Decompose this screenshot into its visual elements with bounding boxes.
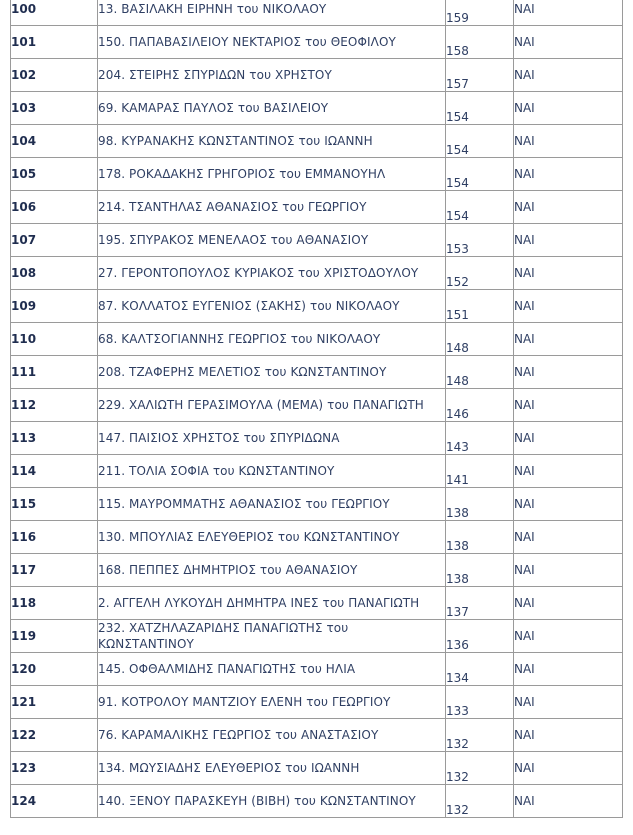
votes-cell [446, 323, 514, 356]
elected-cell [514, 455, 623, 488]
table-row [11, 323, 623, 356]
candidate-name-cell [98, 620, 446, 653]
elected-cell [514, 191, 623, 224]
candidate-name-cell-text: 168. ΠΕΠΠΕΣ ΔΗΜΗΤΡΙΟΣ του ΑΘΑΝΑΣΙΟΥ [98, 563, 358, 577]
rank-cell-text: 107 [11, 233, 37, 247]
table-row [11, 290, 623, 323]
table-row [11, 620, 623, 653]
votes-cell-text: 141 [446, 473, 469, 487]
elected-cell [514, 0, 623, 26]
elected-cell-text: ΝΑΙ [514, 332, 535, 346]
elected-cell [514, 26, 623, 59]
table-row [11, 257, 623, 290]
results-table-body [11, 0, 623, 818]
rank-cell [11, 224, 98, 257]
rank-cell-text: 106 [11, 200, 37, 214]
rank-cell-text: 115 [11, 497, 37, 511]
candidate-name-cell-text: 211. ΤΟΛΙΑ ΣΟΦΙΑ του ΚΩΝΣΤΑΝΤΙΝΟΥ [98, 464, 335, 478]
table-row [11, 521, 623, 554]
rank-cell [11, 0, 98, 26]
rank-cell-text: 111 [11, 365, 37, 379]
elected-cell [514, 356, 623, 389]
elected-cell-text: ΝΑΙ [514, 596, 535, 610]
elected-cell-text: ΝΑΙ [514, 68, 535, 82]
votes-cell-text: 153 [446, 242, 469, 256]
rank-cell [11, 290, 98, 323]
candidate-name-cell-text: 2. ΑΓΓΕΛΗ ΛΥΚΟΥΔΗ ΔΗΜΗΤΡΑ ΙΝΕΣ του ΠΑΝΑΓΙΩΤΗ [98, 596, 420, 610]
candidate-name-cell [98, 191, 446, 224]
results-table [10, 0, 623, 818]
rank-cell-text: 108 [11, 266, 37, 280]
elected-cell [514, 59, 623, 92]
elected-cell [514, 587, 623, 620]
table-row [11, 653, 623, 686]
elected-cell-text: ΝΑΙ [514, 728, 535, 742]
elected-cell-text: ΝΑΙ [514, 101, 535, 115]
candidate-name-cell-text: 214. ΤΣΑΝΤΗΛΑΣ ΑΘΑΝΑΣΙΟΣ του ΓΕΩΡΓΙΟΥ [98, 200, 367, 214]
votes-cell [446, 422, 514, 455]
elected-cell-text: ΝΑΙ [514, 200, 535, 214]
elected-cell [514, 125, 623, 158]
elected-cell [514, 422, 623, 455]
elected-cell-text: ΝΑΙ [514, 695, 535, 709]
votes-cell-text: 154 [446, 209, 469, 223]
rank-cell-text: 110 [11, 332, 37, 346]
votes-cell-text: 154 [446, 176, 469, 190]
elected-cell [514, 158, 623, 191]
candidate-name-cell [98, 125, 446, 158]
candidate-name-cell-text: 98. ΚΥΡΑΝΑΚΗΣ ΚΩΝΣΤΑΝΤΙΝΟΣ του ΙΩΑΝΝΗ [98, 134, 373, 148]
rank-cell-text: 105 [11, 167, 37, 181]
votes-cell [446, 356, 514, 389]
votes-cell-text: 146 [446, 407, 469, 421]
candidate-name-cell-text: 204. ΣΤΕΙΡΗΣ ΣΠΥΡΙΔΩΝ του ΧΡΗΣΤΟΥ [98, 68, 332, 82]
elected-cell [514, 620, 623, 653]
candidate-name-cell [98, 686, 446, 719]
candidate-name-cell [98, 257, 446, 290]
candidate-name-cell [98, 653, 446, 686]
rank-cell-text: 114 [11, 464, 37, 478]
rank-cell [11, 752, 98, 785]
votes-cell [446, 26, 514, 59]
elected-cell-text: ΝΑΙ [514, 431, 535, 445]
table-row [11, 26, 623, 59]
rank-cell [11, 389, 98, 422]
elected-cell-text: ΝΑΙ [514, 497, 535, 511]
rank-cell-text: 121 [11, 695, 37, 709]
elected-cell [514, 686, 623, 719]
candidate-name-cell [98, 224, 446, 257]
votes-cell-text: 148 [446, 374, 469, 388]
table-row [11, 422, 623, 455]
candidate-name-cell [98, 92, 446, 125]
candidate-name-cell-text: 147. ΠΑΙΣΙΟΣ ΧΡΗΣΤΟΣ του ΣΠΥΡΙΔΩΝΑ [98, 431, 340, 445]
rank-cell [11, 488, 98, 521]
candidate-name-cell-text: 229. ΧΑΛΙΩΤΗ ΓΕΡΑΣΙΜΟΥΛΑ (ΜΕΜΑ) του ΠΑΝΑΓΙΩΤΗ [98, 398, 424, 412]
table-row [11, 719, 623, 752]
candidate-name-cell-text: 27. ΓΕΡΟΝΤΟΠΟΥΛΟΣ ΚΥΡΙΑΚΟΣ του ΧΡΙΣΤΟΔΟΥΛΟΥ [98, 266, 419, 280]
candidate-name-cell-text: 140. ΞΕΝΟΥ ΠΑΡΑΣΚΕΥΗ (ΒΙΒΗ) του ΚΩΝΣΤΑΝΤΙΝΟΥ [98, 794, 416, 808]
candidate-name-cell [98, 785, 446, 818]
rank-cell [11, 620, 98, 653]
rank-cell [11, 653, 98, 686]
rank-cell [11, 59, 98, 92]
table-row [11, 686, 623, 719]
elected-cell-text: ΝΑΙ [514, 761, 535, 775]
rank-cell-text: 120 [11, 662, 37, 676]
candidate-name-cell-text: 232. ΧΑΤΖΗΛΑΖΑΡΙΔΗΣ ΠΑΝΑΓΙΩΤΗΣ του ΚΩΝΣΤΑΝΤΙΝΟΥ [98, 621, 349, 651]
votes-cell-text: 138 [446, 539, 469, 553]
candidate-name-cell [98, 554, 446, 587]
elected-cell [514, 488, 623, 521]
votes-cell-text: 132 [446, 770, 469, 784]
rank-cell [11, 257, 98, 290]
elected-cell-text: ΝΑΙ [514, 35, 535, 49]
elected-cell-text: ΝΑΙ [514, 167, 535, 181]
rank-cell-text: 118 [11, 596, 37, 610]
votes-cell [446, 290, 514, 323]
rank-cell-text: 100 [11, 2, 37, 16]
candidate-name-cell-text: 145. ΟΦΘΑΛΜΙΔΗΣ ΠΑΝΑΓΙΩΤΗΣ του ΗΛΙΑ [98, 662, 356, 676]
table-row [11, 158, 623, 191]
rank-cell [11, 686, 98, 719]
table-row [11, 455, 623, 488]
elected-cell-text: ΝΑΙ [514, 563, 535, 577]
table-row [11, 0, 623, 26]
elected-cell [514, 719, 623, 752]
candidate-name-cell [98, 521, 446, 554]
votes-cell [446, 191, 514, 224]
candidate-name-cell-text: 178. ΡΟΚΑΔΑΚΗΣ ΓΡΗΓΟΡΙΟΣ του ΕΜΜΑΝΟΥΗΛ [98, 167, 386, 181]
votes-cell [446, 224, 514, 257]
votes-cell [446, 0, 514, 26]
votes-cell [446, 620, 514, 653]
candidate-name-cell [98, 290, 446, 323]
votes-cell [446, 92, 514, 125]
votes-cell [446, 488, 514, 521]
candidate-name-cell-text: 87. ΚΟΛΛΑΤΟΣ ΕΥΓΕΝΙΟΣ (ΣΑΚΗΣ) του ΝΙΚΟΛΑΟΥ [98, 299, 400, 313]
votes-cell-text: 132 [446, 737, 469, 751]
rank-cell-text: 122 [11, 728, 37, 742]
votes-cell [446, 752, 514, 785]
elected-cell [514, 653, 623, 686]
rank-cell-text: 116 [11, 530, 37, 544]
elected-cell [514, 785, 623, 818]
elected-cell-text: ΝΑΙ [514, 794, 535, 808]
candidate-name-cell [98, 587, 446, 620]
votes-cell-text: 154 [446, 110, 469, 124]
votes-cell [446, 59, 514, 92]
table-row [11, 191, 623, 224]
rank-cell-text: 117 [11, 563, 37, 577]
elected-cell [514, 323, 623, 356]
table-row [11, 785, 623, 818]
votes-cell [446, 554, 514, 587]
rank-cell [11, 26, 98, 59]
votes-cell [446, 785, 514, 818]
candidate-name-cell-text: 208. ΤΖΑΦΕΡΗΣ ΜΕΛΕΤΙΟΣ του ΚΩΝΣΤΑΝΤΙΝΟΥ [98, 365, 387, 379]
table-row [11, 224, 623, 257]
table-row [11, 59, 623, 92]
candidate-name-cell-text: 91. ΚΟΤΡΟΛΟΥ ΜΑΝΤΖΙΟΥ ΕΛΕΝΗ του ΓΕΩΡΓΙΟΥ [98, 695, 391, 709]
candidate-name-cell-text: 134. ΜΩΥΣΙΑΔΗΣ ΕΛΕΥΘΕΡΙΟΣ του ΙΩΑΝΝΗ [98, 761, 360, 775]
votes-cell-text: 157 [446, 77, 469, 91]
table-row [11, 125, 623, 158]
votes-cell-text: 137 [446, 605, 469, 619]
votes-cell [446, 521, 514, 554]
candidate-name-cell [98, 59, 446, 92]
rank-cell [11, 323, 98, 356]
votes-cell-text: 138 [446, 572, 469, 586]
rank-cell [11, 554, 98, 587]
table-row [11, 752, 623, 785]
rank-cell-text: 123 [11, 761, 37, 775]
rank-cell-text: 119 [11, 629, 37, 643]
votes-cell-text: 132 [446, 803, 469, 817]
candidate-name-cell-text: 115. ΜΑΥΡΟΜΜΑΤΗΣ ΑΘΑΝΑΣΙΟΣ του ΓΕΩΡΓΙΟΥ [98, 497, 390, 511]
rank-cell [11, 422, 98, 455]
table-row [11, 92, 623, 125]
candidate-name-cell-text: 13. ΒΑΣΙΛΑΚΗ ΕΙΡΗΝΗ του ΝΙΚΟΛΑΟΥ [98, 2, 327, 16]
votes-cell-text: 159 [446, 11, 469, 25]
votes-cell [446, 158, 514, 191]
table-row [11, 554, 623, 587]
candidate-name-cell [98, 719, 446, 752]
candidate-name-cell [98, 356, 446, 389]
candidate-name-cell [98, 422, 446, 455]
votes-cell-text: 143 [446, 440, 469, 454]
votes-cell [446, 587, 514, 620]
elected-cell [514, 257, 623, 290]
votes-cell-text: 134 [446, 671, 469, 685]
elected-cell [514, 92, 623, 125]
elected-cell-text: ΝΑΙ [514, 134, 535, 148]
rank-cell [11, 719, 98, 752]
candidate-name-cell [98, 26, 446, 59]
candidate-name-cell [98, 752, 446, 785]
rank-cell [11, 191, 98, 224]
candidate-name-cell-text: 69. ΚΑΜΑΡΑΣ ΠΑΥΛΟΣ του ΒΑΣΙΛΕΙΟΥ [98, 101, 329, 115]
elected-cell-text: ΝΑΙ [514, 365, 535, 379]
votes-cell [446, 389, 514, 422]
elected-cell [514, 554, 623, 587]
rank-cell-text: 103 [11, 101, 37, 115]
votes-cell-text: 152 [446, 275, 469, 289]
votes-cell [446, 653, 514, 686]
rank-cell-text: 102 [11, 68, 37, 82]
candidate-name-cell [98, 0, 446, 26]
votes-cell-text: 151 [446, 308, 469, 322]
elected-cell-text: ΝΑΙ [514, 464, 535, 478]
elected-cell [514, 752, 623, 785]
elected-cell-text: ΝΑΙ [514, 2, 535, 16]
elected-cell [514, 389, 623, 422]
elected-cell [514, 521, 623, 554]
votes-cell [446, 686, 514, 719]
rank-cell-text: 124 [11, 794, 37, 808]
rank-cell-text: 101 [11, 35, 37, 49]
elected-cell-text: ΝΑΙ [514, 398, 535, 412]
elected-cell-text: ΝΑΙ [514, 530, 535, 544]
elected-cell [514, 224, 623, 257]
votes-cell-text: 138 [446, 506, 469, 520]
elected-cell-text: ΝΑΙ [514, 629, 535, 643]
table-row [11, 356, 623, 389]
votes-cell-text: 154 [446, 143, 469, 157]
candidate-name-cell [98, 389, 446, 422]
rank-cell [11, 455, 98, 488]
rank-cell-text: 104 [11, 134, 37, 148]
rank-cell-text: 113 [11, 431, 37, 445]
rank-cell [11, 587, 98, 620]
rank-cell [11, 356, 98, 389]
candidate-name-cell-text: 130. ΜΠΟΥΛΙΑΣ ΕΛΕΥΘΕΡΙΟΣ του ΚΩΝΣΤΑΝΤΙΝΟΥ [98, 530, 400, 544]
rank-cell [11, 521, 98, 554]
votes-cell [446, 257, 514, 290]
votes-cell [446, 455, 514, 488]
votes-cell-text: 136 [446, 638, 469, 652]
candidate-name-cell [98, 158, 446, 191]
rank-cell-text: 112 [11, 398, 37, 412]
candidate-name-cell-text: 195. ΣΠΥΡΑΚΟΣ ΜΕΝΕΛΑΟΣ του ΑΘΑΝΑΣΙΟΥ [98, 233, 369, 247]
elected-cell-text: ΝΑΙ [514, 233, 535, 247]
candidate-name-cell [98, 455, 446, 488]
table-row [11, 587, 623, 620]
votes-cell [446, 125, 514, 158]
candidate-name-cell-text: 68. ΚΑΛΤΣΟΓΙΑΝΝΗΣ ΓΕΩΡΓΙΟΣ του ΝΙΚΟΛΑΟΥ [98, 332, 381, 346]
rank-cell [11, 158, 98, 191]
candidate-name-cell [98, 488, 446, 521]
rank-cell [11, 125, 98, 158]
rank-cell-text: 109 [11, 299, 37, 313]
rank-cell [11, 92, 98, 125]
elected-cell [514, 290, 623, 323]
elected-cell-text: ΝΑΙ [514, 662, 535, 676]
candidate-name-cell [98, 323, 446, 356]
votes-cell-text: 133 [446, 704, 469, 718]
table-row [11, 488, 623, 521]
rank-cell [11, 785, 98, 818]
elected-cell-text: ΝΑΙ [514, 299, 535, 313]
elected-cell-text: ΝΑΙ [514, 266, 535, 280]
table-row [11, 389, 623, 422]
votes-cell [446, 719, 514, 752]
candidate-name-cell-text: 76. ΚΑΡΑΜΑΛΙΚΗΣ ΓΕΩΡΓΙΟΣ του ΑΝΑΣΤΑΣΙΟΥ [98, 728, 379, 742]
votes-cell-text: 158 [446, 44, 469, 58]
candidate-name-cell-text: 150. ΠΑΠΑΒΑΣΙΛΕΙΟΥ ΝΕΚΤΑΡΙΟΣ του ΘΕΟΦΙΛΟΥ [98, 35, 396, 49]
votes-cell-text: 148 [446, 341, 469, 355]
